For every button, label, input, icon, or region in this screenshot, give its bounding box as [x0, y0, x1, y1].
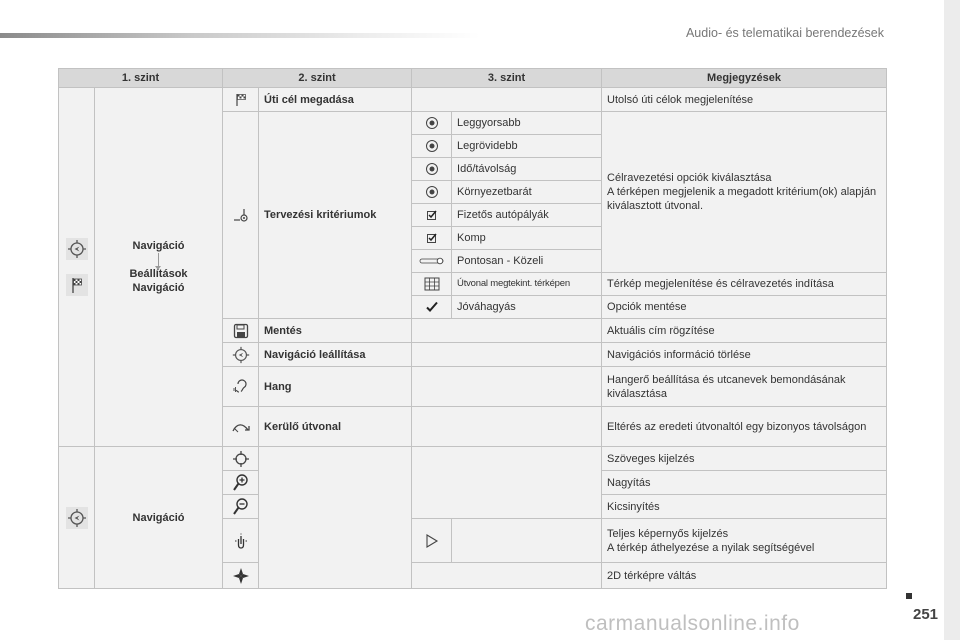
fullscreen-note-cell: [602, 519, 887, 563]
fullscreen-note-line2: A térkép áthelyezése a nyilak segítségével: [607, 541, 815, 554]
col-header-notes: Megjegyzések: [602, 69, 887, 88]
site-watermark: carmanualsonline.info: [585, 612, 800, 635]
option-time-distance: Idő/távolság: [452, 158, 602, 181]
pan-hand-icon: [232, 532, 250, 550]
slider-icon: [419, 256, 445, 266]
criteria-note-line1: Célravezetési opciók kiválasztása: [607, 172, 772, 184]
radio-option-icon: [425, 185, 439, 199]
table-row: [59, 88, 887, 112]
radio-option-icon: [425, 139, 439, 153]
confirm-note: Opciók mentése: [602, 296, 887, 319]
map-grid-icon: [423, 276, 441, 292]
section-title: Audio- és telematikai berendezések: [685, 26, 884, 40]
page-number: 251: [913, 606, 939, 623]
zoom-in-icon: [232, 473, 250, 493]
destination-entry-label: Úti cél megadása: [259, 88, 412, 112]
stop-navigation-label: Navigáció leállítása: [259, 343, 412, 367]
menu-table: [58, 68, 887, 589]
route-criteria-icon: [232, 206, 250, 224]
group1-icon-cell: [59, 88, 95, 447]
detour-note: Eltérés az eredeti útvonaltól egy bizonyos távolságon: [602, 407, 887, 447]
criteria-note-cell: [602, 112, 887, 273]
option-toll-roads: Fizetős autópályák: [452, 204, 602, 227]
checkbox-checked-icon: [425, 231, 439, 245]
table-header-row: [59, 69, 887, 88]
option-eco: Környezetbarát: [452, 181, 602, 204]
text-view-note: Szöveges kijelzés: [602, 447, 887, 471]
col-header-level3: 3. szint: [412, 69, 602, 88]
save-note: Aktuális cím rögzítése: [602, 319, 887, 343]
map-2d-note: 2D térképre váltás: [602, 563, 887, 589]
radio-option-icon: [425, 162, 439, 176]
stop-navigation-note: Navigációs információ törlése: [602, 343, 887, 367]
zoom-in-note: Nagyítás: [602, 471, 887, 495]
level1-navigation-label: Navigáció: [132, 240, 185, 252]
radio-option-icon: [425, 116, 439, 130]
down-arrow-icon: [158, 253, 159, 267]
detour-icon: [231, 420, 251, 434]
criteria-note-line2: A térképen megjelenik a megadott kritérium(ok) alapján kiválasztott útvonal.: [607, 186, 877, 212]
navigation-target-icon: [231, 345, 251, 365]
detour-label: Kerülő útvonal: [259, 407, 412, 447]
checkmark-icon: [425, 300, 439, 314]
header-gradient-bar: [0, 33, 480, 38]
destination-flag-icon: [233, 92, 249, 108]
group2-navigation-label: Navigáció: [95, 447, 223, 589]
page-edge-strip: [944, 0, 960, 640]
checkbox-checked-icon: [425, 208, 439, 222]
level1-navigation-sublabel: Navigáció: [132, 282, 185, 294]
page-marker-square: [906, 593, 912, 599]
option-shortest: Legrövidebb: [452, 135, 602, 158]
navigation-target-icon: [66, 507, 88, 529]
option-fastest: Leggyorsabb: [452, 112, 602, 135]
destination-note: Utolsó úti célok megjelenítése: [602, 88, 887, 112]
navigation-target-icon: [66, 238, 88, 260]
route-criteria-label: Tervezési kritériumok: [259, 112, 412, 319]
col-header-level1: 1. szint: [59, 69, 223, 88]
voice-ear-icon: [232, 378, 250, 396]
table-row: [59, 447, 887, 471]
route-view-label: Útvonal megtekint. térképen: [452, 273, 602, 296]
map-2d-compass-icon: [232, 567, 250, 585]
col-header-level2: 2. szint: [223, 69, 412, 88]
level1-settings-label: Beállítások: [129, 268, 188, 280]
fullscreen-note-line1: Teljes képernyős kijelzés: [607, 527, 729, 540]
zoom-out-note: Kicsinyítés: [602, 495, 887, 519]
route-view-note: Térkép megjelenítése és célravezetés indítása: [602, 273, 887, 296]
option-ferry: Komp: [452, 227, 602, 250]
save-floppy-icon: [232, 322, 250, 340]
voice-note: Hangerő beállítása és utcanevek bemondásának kiválasztása: [602, 367, 887, 407]
confirm-label: Jóváhagyás: [452, 296, 602, 319]
crosshair-icon: [232, 450, 250, 468]
zoom-out-icon: [232, 497, 250, 517]
option-precision: Pontosan - Közeli: [452, 250, 602, 273]
checkered-flag-icon: [66, 274, 88, 296]
save-label: Mentés: [259, 319, 412, 343]
play-triangle-icon: [424, 533, 440, 549]
voice-label: Hang: [259, 367, 412, 407]
group1-label-cell: [95, 88, 223, 447]
